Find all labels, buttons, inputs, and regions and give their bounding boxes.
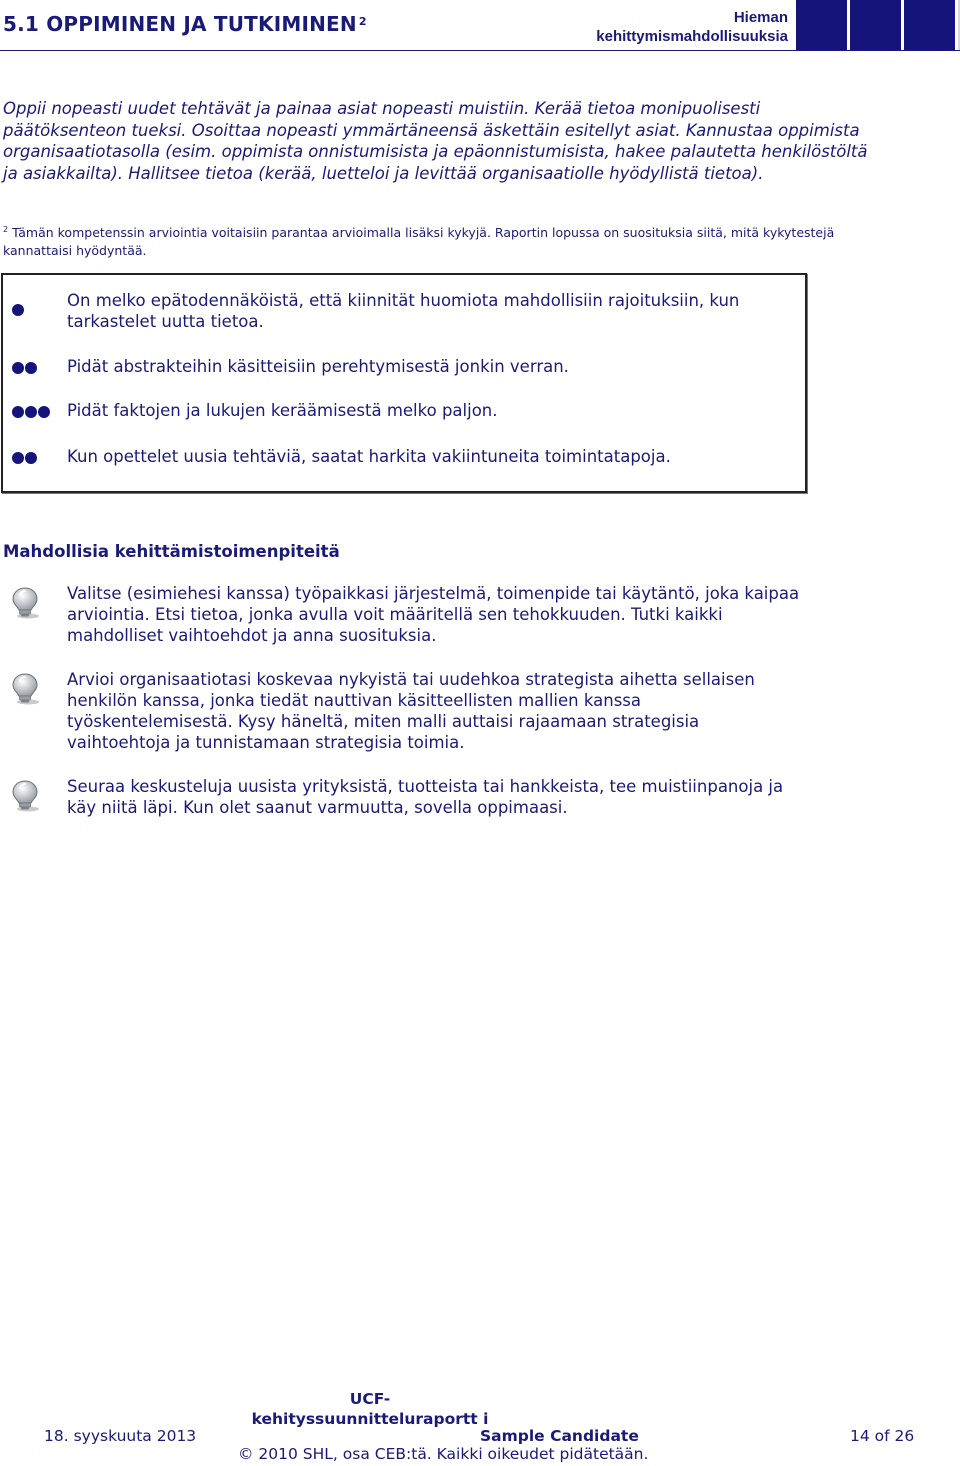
behaviour-text: Pidät faktojen ja lukujen keräämisestä melko paljon. [67,401,498,420]
rating-scale-box [796,0,847,50]
rating-scale-box [904,0,955,50]
footnote-text: Tämän kompetenssin arviointia voitaisiin parantaa arvioimalla lisäksi kykyjä. Raportin lopussa on suosituksia siitä, mitä kykytestejä kannattaisi hyödyntää. [3,225,835,258]
rating-dot-icon [25,452,37,464]
rating-dots [12,362,37,376]
lightbulb-icon [8,671,42,705]
section-title-text: 5.1 OPPIMINEN JA TUTKIMINEN [3,12,357,36]
footer-candidate: Sample Candidate [480,1427,639,1445]
rating-label-line2: kehittymismahdollisuuksia [596,28,788,45]
footer-report-name: UCF-kehityssuunnitteluraportt i [251,1390,489,1428]
section-title-footnote-ref: 2 [358,15,367,28]
development-tip-text: Valitse (esimiehesi kanssa) työpaikkasi järjestelmä, toimenpide tai käytäntö, joka kaipaa arviointia. Etsi tietoa, jonka avulla voit määritellä sen tehokkuuden. Tutki kaikki mahdolliset vaihtoehdot ja anna suosituksia. [67,584,800,645]
lightbulb-icon [8,778,42,812]
footer-date: 18. syyskuuta 2013 [44,1427,197,1445]
rating-dot-icon [25,406,37,418]
rating-dot-icon [38,406,50,418]
footer-page-number: 14 of 26 [850,1427,915,1445]
development-tip-text: Seuraa keskusteluja uusista yrityksistä, tuotteista tai hankkeista, tee muistiinpanoja ja käy niitä läpi. Kun olet saanut varmuutta, sovella oppimaasi. [67,777,784,817]
rating-dot-icon [12,452,24,464]
behaviour-text: On melko epätodennäköistä, että kiinnität huomiota mahdollisiin rajoituksiin, kun tarkastelet uutta tietoa. [67,291,740,331]
development-heading: Mahdollisia kehittämistoimenpiteitä [3,542,340,561]
rating-label [528,8,788,46]
rating-dot-icon [12,304,24,316]
footer-copyright: © 2010 SHL, osa CEB:tä. Kaikki oikeudet pidätetään. [238,1445,649,1463]
rating-dot-icon [12,362,24,374]
rating-dots [12,304,24,318]
rating-dots [12,406,50,420]
rating-dot-icon [25,362,37,374]
behaviour-text: Pidät abstrakteihin käsitteisiin perehtymisestä jonkin verran. [67,357,569,376]
footnote [3,221,883,260]
rating-dots [12,452,37,466]
rating-scale-box [850,0,901,50]
lightbulb-icon [8,585,42,619]
section-title [3,12,367,36]
development-tip-text: Arvioi organisaatiotasi koskevaa nykyistä tai uudehkoa strategista aihetta sellaisen henkilön kanssa, jonka tiedät nauttivan käsitteellisten mallien kanssa työskentelemisestä. Kysy häneltä, miten malli auttaisi rajaamaan strategisia vaihtoehtoja ja tunnistamaan strategisia toimia. [67,670,755,752]
competency-description: Oppii nopeasti uudet tehtävät ja painaa asiat nopeasti muistiin. Kerää tietoa monipuolisesti päätöksenteon tueksi. Osoittaa nopeasti ymmärtäneensä äskettäin esitellyt asiat. Kannustaa oppimista organisaatiotasolla (esim. oppimista onnistumisista ja epäonnistumisista, hakee palautetta henkilöstöltä ja asiakkailta). Hallitsee tietoa (kerää, luetteloi ja levittää organisaatiolle hyödyllistä tietoa). [3,99,868,183]
header-divider [0,50,960,51]
behaviour-text: Kun opettelet uusia tehtäviä, saatat harkita vakiintuneita toimintatapoja. [67,447,671,466]
rating-dot-icon [12,406,24,418]
rating-label-line1: Hieman [733,9,788,26]
footnote-marker: 2 [3,225,9,234]
